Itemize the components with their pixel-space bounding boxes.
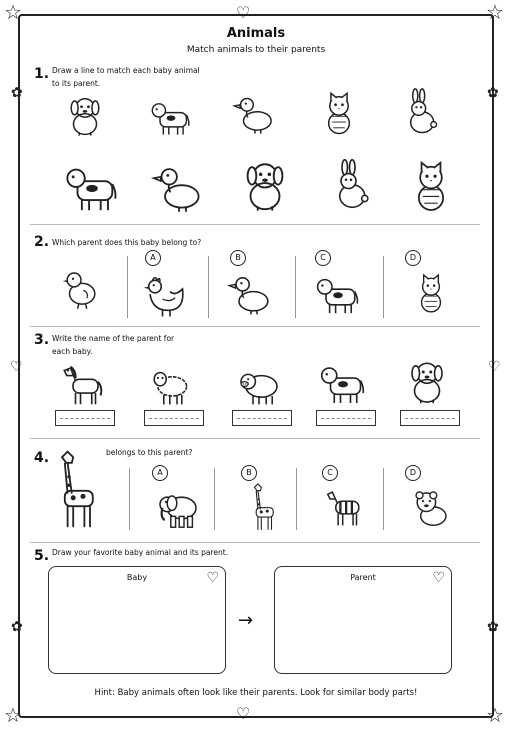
cat-icon[interactable] [404,158,458,216]
zebra-icon[interactable] [322,484,368,530]
question-3-line-2: each baby. [52,347,93,356]
question-3-line-1: Write the name of the parent for [52,334,175,343]
option-divider [295,256,296,318]
heart-icon: ♡ [10,359,23,375]
option-d-badge[interactable]: D [405,250,421,266]
answer-field[interactable] [316,410,376,426]
duck-icon[interactable] [226,270,276,318]
option-divider [129,468,130,530]
option-d-badge[interactable]: D [405,465,421,481]
answer-field[interactable] [400,410,460,426]
hen-icon[interactable] [140,268,190,320]
option-a-badge[interactable]: A [145,250,161,266]
calf-icon[interactable] [148,95,194,139]
question-1-text [52,64,200,90]
heart-icon: ♡ [488,359,501,375]
puppy-icon[interactable] [62,92,108,140]
calf-icon [318,358,368,408]
option-divider [127,256,128,318]
answer-field[interactable] [55,410,115,426]
question-4-number: 4. [34,450,50,466]
option-c-badge[interactable]: C [322,465,338,481]
section-divider [30,326,480,327]
parent-drawing-box[interactable] [274,566,452,674]
question-3-text [52,332,174,358]
question-1-number: 1. [34,66,50,82]
bunny-icon[interactable] [398,86,444,140]
duck-icon[interactable] [150,160,208,216]
giraffe-icon[interactable] [246,478,280,534]
piglet-icon [234,360,284,408]
hint-text: Hint: Baby animals often look like their parents. Look for similar body parts! [94,688,418,698]
option-b-badge[interactable]: B [230,250,246,266]
option-divider [296,468,297,530]
kitten-icon[interactable] [316,88,362,140]
question-3-number: 3. [34,332,50,348]
option-a-badge[interactable]: A [152,465,168,481]
flower-icon: ✿ [487,85,499,101]
star-icon: ☆ [4,703,22,727]
question-5-number: 5. [34,548,50,564]
baby-drawing-box[interactable] [48,566,226,674]
dog-icon[interactable] [236,156,294,216]
section-divider [30,224,480,225]
option-c-badge[interactable]: C [315,250,331,266]
question-2-number: 2. [34,234,50,250]
question-1-line-1: Draw a line to match each baby animal [52,66,200,75]
heart-icon: ♡ [432,570,445,586]
question-5-text: Draw your favorite baby animal and its parent. [52,548,229,557]
option-divider [208,256,209,318]
flower-icon: ✿ [11,619,23,635]
parent-box-label: Parent [350,573,376,582]
heart-icon: ♡ [206,570,219,586]
elephant-icon[interactable] [150,484,206,532]
baby-box-label: Baby [126,573,148,582]
option-divider [383,256,384,318]
rabbit-icon[interactable] [326,156,376,216]
section-divider [30,438,480,439]
giraffe-icon [48,444,104,532]
question-4-text: belongs to this parent? [106,448,193,457]
question-1-line-2: to its parent. [52,79,101,88]
flower-icon: ✿ [11,85,23,101]
arrow-icon: → [238,610,254,631]
star-icon: ☆ [4,0,22,24]
cat-icon[interactable] [410,268,452,320]
option-divider [383,468,384,530]
foal-icon [58,358,108,408]
puppy-icon [402,356,452,408]
cow-icon[interactable] [308,270,368,318]
heart-icon: ♡ [236,3,251,22]
star-icon: ☆ [486,703,504,727]
answer-field[interactable] [232,410,292,426]
lion-cub-icon[interactable] [408,484,454,532]
cow-icon[interactable] [54,158,130,216]
lamb-icon [146,360,196,408]
duckling-icon[interactable] [232,90,278,138]
section-divider [30,542,480,543]
heart-icon: ♡ [236,704,251,723]
page-title: Animals [226,26,286,41]
page-subtitle: Match animals to their parents [186,45,326,55]
option-b-badge[interactable]: B [241,465,257,481]
option-divider [214,468,215,530]
flower-icon: ✿ [487,619,499,635]
answer-field[interactable] [144,410,204,426]
chick-icon [58,262,104,314]
question-2-text: Which parent does this baby belong to? [52,238,202,247]
star-icon: ☆ [486,0,504,24]
